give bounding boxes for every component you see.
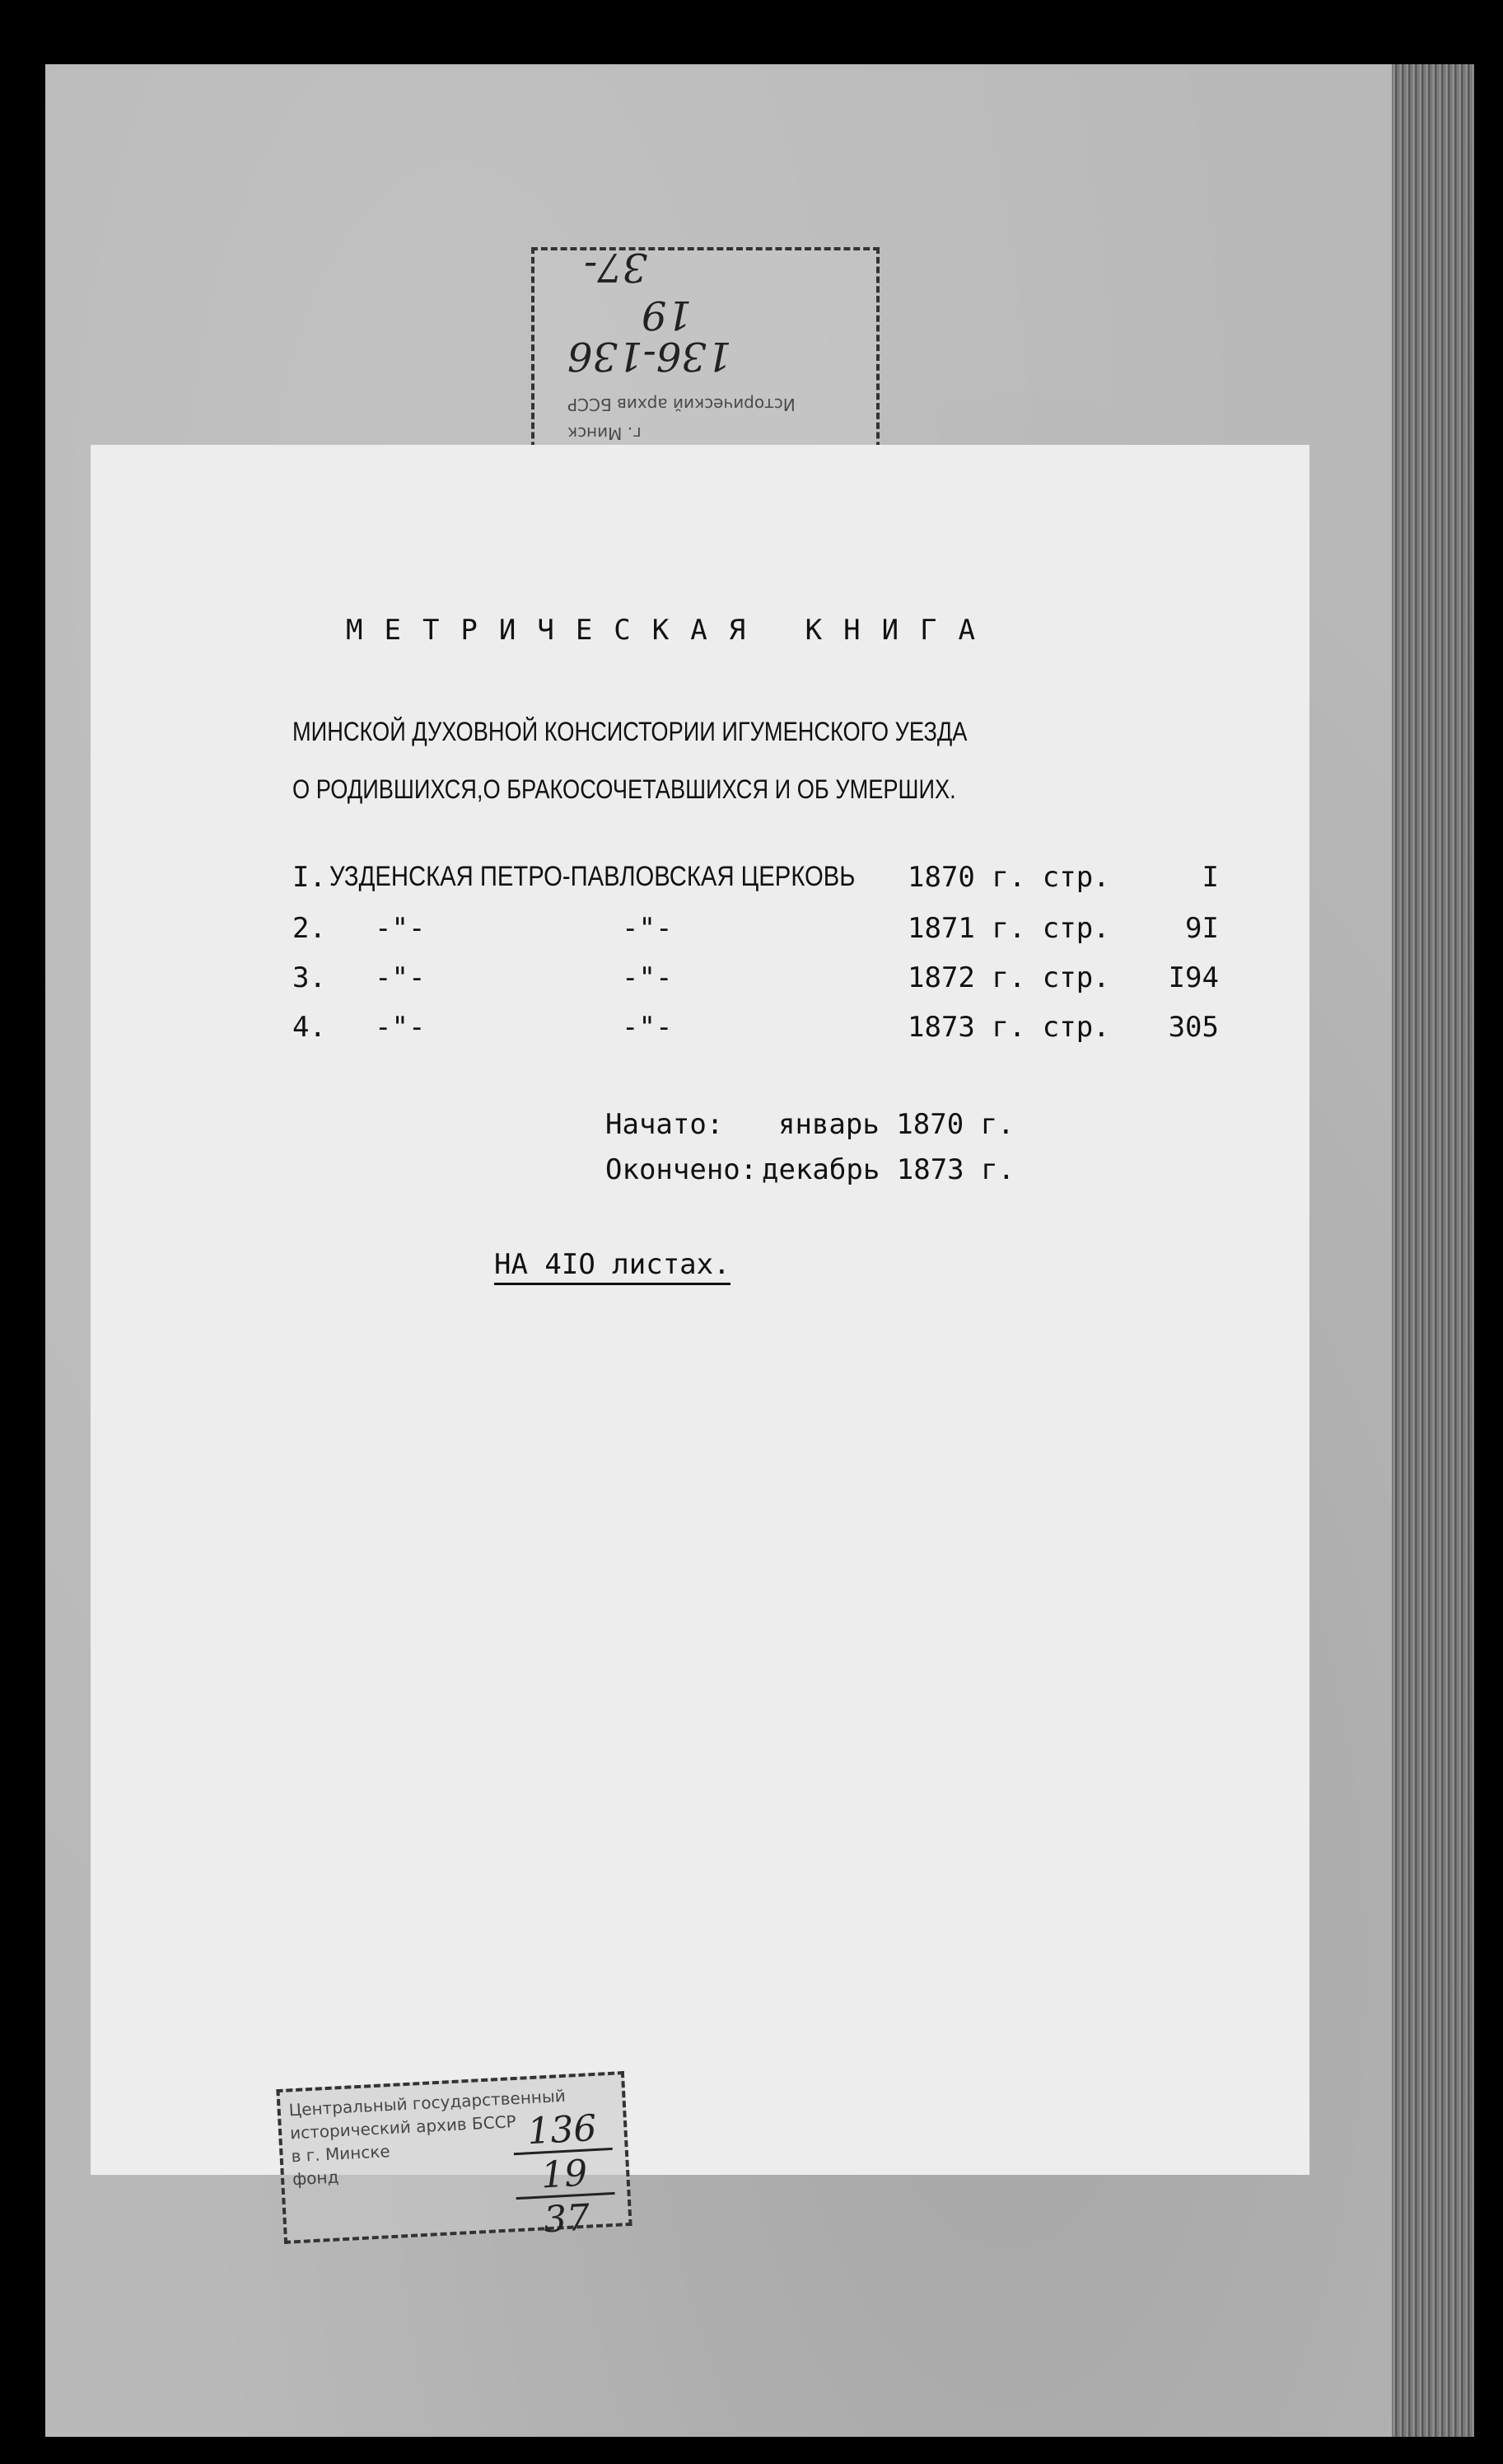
stamp-number: 37- — [584, 244, 648, 290]
entry-ditto: -"- — [622, 961, 673, 994]
entry-number: I. — [292, 861, 326, 894]
stamp-number: 136-136 — [567, 333, 732, 379]
entry-ditto: -"- — [622, 912, 673, 945]
entry-number: 3. — [292, 961, 326, 994]
started-value: январь 1870 г. — [778, 1108, 1015, 1141]
entry-ditto: -"- — [375, 912, 426, 945]
stamp-org-line: в г. Минске — [291, 2141, 391, 2167]
archive-stamp-bottom — [276, 2071, 632, 2244]
stamp-org-line: исторический архив БССР — [289, 2111, 517, 2144]
entry-ditto: -"- — [622, 1011, 673, 1044]
stamp-org-line: фонд — [292, 2167, 339, 2190]
ended-label: Окончено: — [605, 1153, 758, 1186]
stamp-opis-number: 19 — [514, 2153, 615, 2200]
stamp-number: 19 — [642, 292, 693, 338]
entry-number: 4. — [292, 1011, 326, 1044]
stamp-delo-number: 37 — [542, 2196, 591, 2242]
ended-value: декабрь 1873 г. — [762, 1153, 1015, 1186]
stamp-fond-number: 136 — [511, 2108, 613, 2155]
entry-year: 1871 г. стр. — [908, 912, 1110, 945]
entry-ditto: -"- — [375, 961, 426, 994]
entry-church-name: УЗДЕНСКАЯ ПЕТРО-ПАВЛОВСКАЯ ЦЕРКОВЬ — [329, 861, 856, 892]
stamp-text: Исторический архив БССР — [567, 395, 796, 414]
entry-page: 305 — [1168, 1011, 1219, 1044]
entry-year: 1870 г. стр. — [908, 861, 1110, 894]
archive-stamp-top — [531, 244, 880, 468]
entry-number: 2. — [292, 912, 326, 945]
stamp-org-line: Центральный государственный — [288, 2085, 567, 2120]
document-subtitle-line-2: О РОДИВШИХСЯ,О БРАКОСОЧЕТАВШИХСЯ И ОБ УМЕРШИХ. — [292, 774, 956, 804]
entry-ditto: -"- — [375, 1011, 426, 1044]
document-title: МЕТРИЧЕСКАЯ КНИГА — [346, 614, 997, 647]
entry-page: 9I — [1185, 912, 1219, 945]
entry-year: 1872 г. стр. — [908, 961, 1110, 994]
started-label: Начато: — [605, 1108, 724, 1141]
title-sheet — [91, 445, 1309, 2175]
entry-page: I94 — [1168, 961, 1219, 994]
sheet-count: НА 4IO листах. — [494, 1248, 730, 1285]
entry-page: I — [1202, 861, 1219, 894]
book-page-edges — [1392, 64, 1474, 2437]
stamp-text: г. Минск — [567, 423, 642, 443]
entry-year: 1873 г. стр. — [908, 1011, 1110, 1044]
document-subtitle-line-1: МИНСКОЙ ДУХОВНОЙ КОНСИСТОРИИ ИГУМЕНСКОГО УЕЗДА — [292, 717, 968, 746]
